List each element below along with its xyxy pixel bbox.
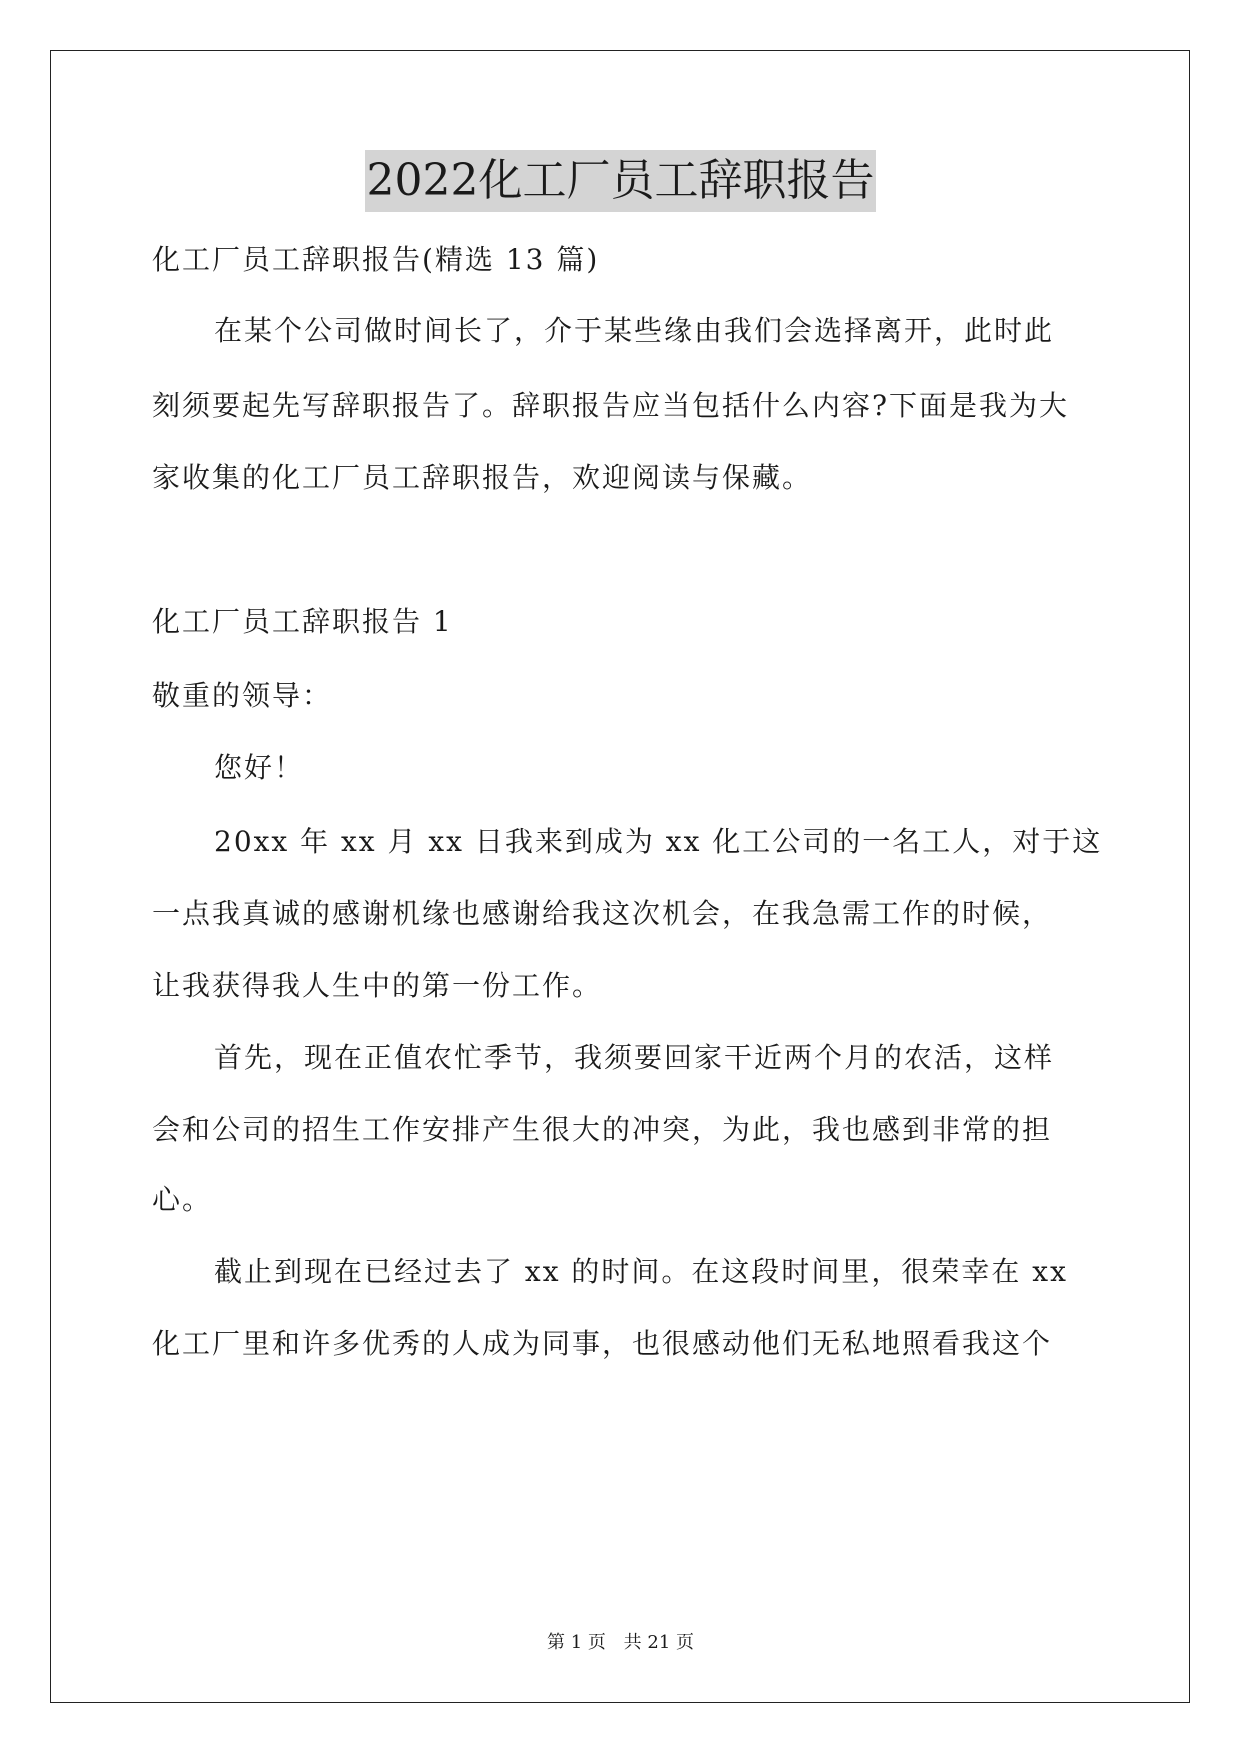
document-subtitle: 化工厂员工辞职报告(精选 13 篇) <box>152 243 600 276</box>
page-number: 第 1 页 <box>547 1632 606 1653</box>
paragraph-1-line-2: 一点我真诚的感谢机缘也感谢给我这次机会，在我急需工作的时候， <box>152 897 1053 930</box>
page-border <box>50 50 1190 1703</box>
intro-line-3: 家收集的化工厂员工辞职报告，欢迎阅读与保藏。 <box>152 461 813 494</box>
title-container <box>0 150 1241 212</box>
intro-line-2: 刻须要起先写辞职报告了。辞职报告应当包括什么内容?下面是我为大 <box>152 389 1070 422</box>
greeting: 您好！ <box>214 751 305 784</box>
section-heading: 化工厂员工辞职报告 1 <box>152 605 453 638</box>
paragraph-3-line-1: 截止到现在已经过去了 xx 的时间。在这段时间里，很荣幸在 xx <box>214 1255 1068 1288</box>
paragraph-2-line-3: 心。 <box>152 1183 213 1216</box>
salutation: 敬重的领导： <box>152 679 333 712</box>
paragraph-2-line-2: 会和公司的招生工作安排产生很大的冲突，为此，我也感到非常的担 <box>152 1113 1053 1146</box>
page-footer <box>0 1630 1241 1656</box>
paragraph-2-line-1: 首先，现在正值农忙季节，我须要回家干近两个月的农活，这样 <box>214 1041 1055 1074</box>
document-title: 2022化工厂员工辞职报告 <box>365 150 877 212</box>
intro-line-1: 在某个公司做时间长了，介于某些缘由我们会选择离开，此时此 <box>214 314 1055 347</box>
total-pages: 共 21 页 <box>623 1632 694 1653</box>
paragraph-3-line-2: 化工厂里和许多优秀的人成为同事，也很感动他们无私地照看我这个 <box>152 1327 1053 1360</box>
paragraph-1-line-3: 让我获得我人生中的第一份工作。 <box>152 969 603 1002</box>
paragraph-1-line-1: 20xx 年 xx 月 xx 日我来到成为 xx 化工公司的一名工人，对于这 <box>214 825 1103 858</box>
